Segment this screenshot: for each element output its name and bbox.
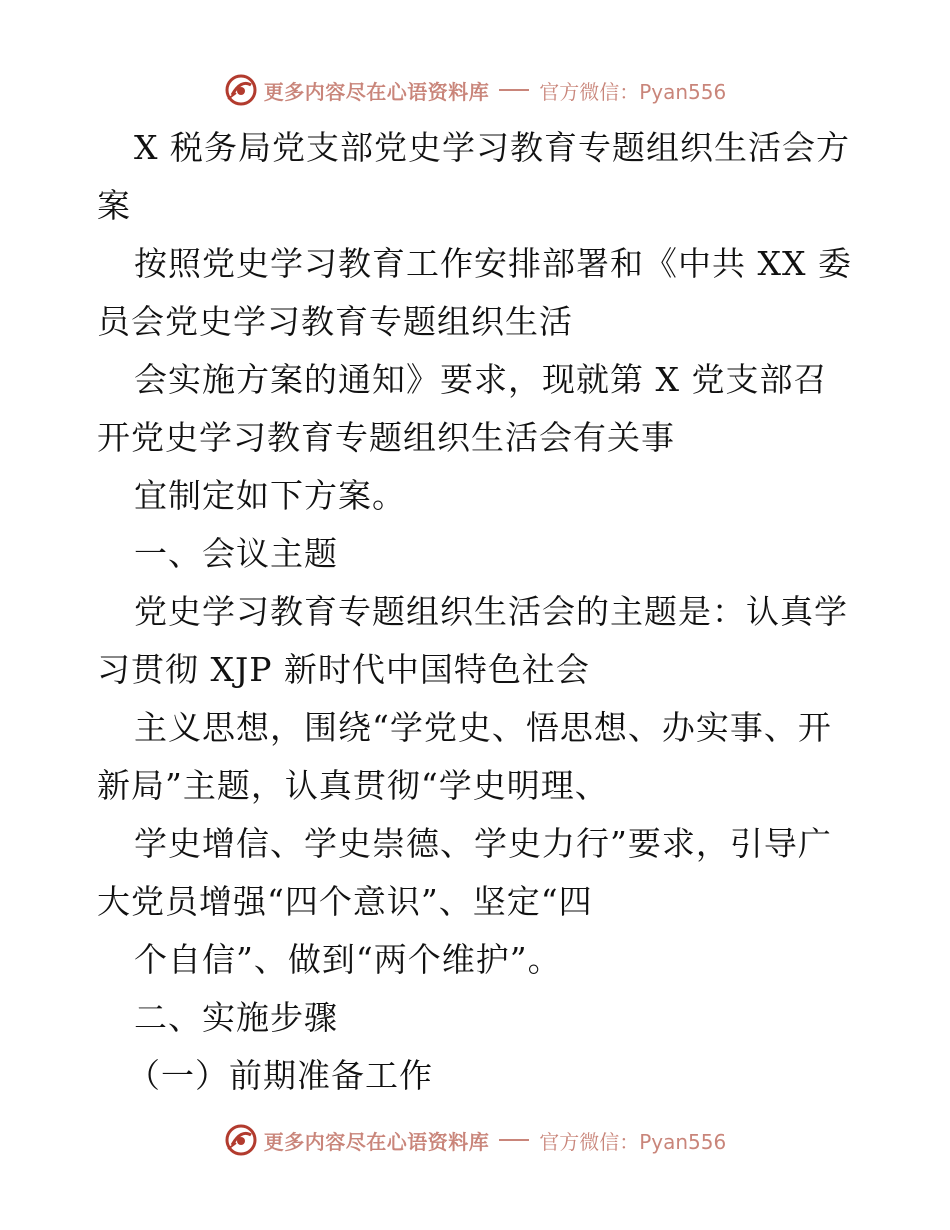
paragraph-line: 员会党史学习教育专题组织生活 [97, 302, 573, 341]
paragraph-line: 个自信”、做到“两个维护”。 [134, 940, 562, 979]
paragraph-line: 按照党史学习教育工作安排部署和《中共 XX 委 [134, 244, 852, 283]
doc-title-line: X 税务局党支部党史学习教育专题组织生活会方 [134, 128, 850, 167]
paragraph-line: 学史增信、学史崇德、学史力行”要求，引导广 [134, 824, 832, 863]
paragraph-line: 习贯彻 XJP 新时代中国特色社会 [97, 650, 590, 689]
paragraph-line: 党史学习教育专题组织生活会的主题是：认真学 [134, 592, 848, 631]
paragraph-line: 大党员增强“四个意识”、坚定“四 [97, 882, 593, 921]
watermark-separator [499, 89, 529, 91]
footer-watermark-banner [0, 1120, 950, 1160]
logo-icon [224, 1123, 258, 1157]
section-heading-2: 二、实施步骤 [134, 998, 338, 1037]
header-watermark-banner [0, 70, 950, 110]
watermark-account: 官方微信：Pyan556 [539, 79, 727, 104]
section-heading-1: 一、会议主题 [134, 534, 338, 573]
paragraph-line: 会实施方案的通知》要求，现就第 X 党支部召 [134, 360, 828, 399]
paragraph-line: 新局”主题，认真贯彻“学史明理、 [97, 766, 609, 805]
watermark-separator [499, 1139, 529, 1141]
subsection-heading: （一）前期准备工作 [127, 1056, 433, 1095]
watermark-text: 更多内容尽在心语资料库 [263, 79, 490, 104]
document-body [97, 119, 857, 1105]
watermark-text: 更多内容尽在心语资料库 [263, 1129, 490, 1154]
logo-icon [224, 73, 258, 107]
paragraph-line: 开党史学习教育专题组织生活会有关事 [97, 418, 675, 457]
doc-title-line-cont: 案 [97, 186, 131, 225]
paragraph-line: 主义思想，围绕“学党史、悟思想、办实事、开 [134, 708, 832, 747]
paragraph-line: 宜制定如下方案。 [134, 476, 406, 515]
watermark-account: 官方微信：Pyan556 [539, 1129, 727, 1154]
